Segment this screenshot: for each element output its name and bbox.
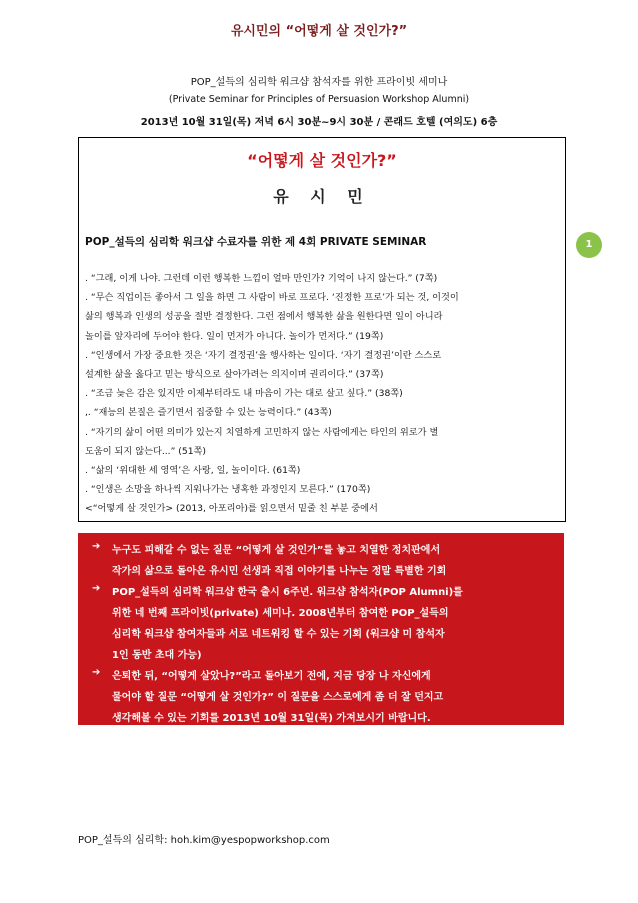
quote-line: . “삶의 ‘위대한 세 영역’은 사랑, 일, 놀이이다. (61쪽): [85, 465, 301, 477]
seminar-heading: POP_설득의 심리학 워크샵 수료자를 위한 제 4회 PRIVATE SEMINAR: [85, 236, 427, 248]
footer-contact: POP_설득의 심리학: hoh.kim@yespopworkshop.com: [78, 835, 330, 846]
page-number-badge: 1: [576, 232, 602, 258]
highlight-box: [78, 533, 564, 725]
highlight-line: POP_설득의 심리학 워크샵 한국 출시 6주년. 워크샵 참석자(POP Alumni)를: [112, 587, 463, 598]
subtitle-korean: POP_설득의 심리학 워크샵 참석자를 위한 프라이빗 세미나: [190, 77, 448, 88]
quote-line: ,. “재능의 본질은 즐기면서 집중할 수 있는 능력이다.” (43쪽): [85, 407, 332, 419]
arrow-right-icon: ➔: [92, 667, 101, 678]
quote-line: . “그래, 이게 나야. 그런데 이런 행복한 느낌이 얼마 만인가? 기억이 나지 않는다.” (7쪽): [85, 273, 438, 284]
quote-line: 놀이를 앞자리에 두어야 한다. 일이 먼저가 아니다. 놀이가 먼저다.” (19쪽): [85, 330, 384, 342]
arrow-right-icon: ➔: [92, 583, 101, 594]
quote-line: . “자기의 삶이 어떤 의미가 있는지 치열하게 고민하지 않는 사람에게는 타인의 위로가 별: [85, 426, 439, 438]
quote-line: . “인생은 소망을 하나씩 지워나가는 냉혹한 과정인지 모른다.” (170쪽): [85, 484, 371, 496]
quote-line: . “무슨 직업이든 좋아서 그 일을 하면 그 사람이 바로 프로다. ‘진정한 프로’가 되는 것, 이것이: [85, 292, 459, 304]
event-date-line: 2013년 10월 31일(목) 저녁 6시 30분~9시 30분 / 콘래드 호텔 (여의도) 6층: [140, 117, 498, 128]
quote-line: . “조금 늦은 감은 있지만 이제부터라도 내 마음이 가는 대로 살고 싶다.” (38쪽): [85, 388, 403, 400]
quote-line: 도움이 되지 않는다...” (51쪽): [85, 445, 207, 457]
subtitle-english: (Private Seminar for Principles of Persuasion Workshop Alumni): [168, 94, 470, 105]
highlight-line: 은퇴한 뒤, “어떻게 살았나?”라고 돌아보기 전에, 지금 당장 나 자신에게: [112, 671, 431, 682]
quote-box: [78, 137, 566, 522]
quote-line: . “인생에서 가장 중요한 것은 ‘자기 결정권’을 행사하는 일이다. ‘자기 결정권’이란 스스로: [85, 349, 442, 361]
highlight-line: 1인 동반 초대 가능): [112, 650, 202, 661]
quote-line: 설계한 삶을 옳다고 믿는 방식으로 살아가려는 의지이며 권리이다.” (37쪽): [85, 369, 384, 381]
highlight-line: 위한 네 번째 프라이빗(private) 세미나. 2008년부터 참여한 POP_설득의: [112, 608, 449, 619]
quote-line: 삶의 행복과 인생의 성공을 절반 결정한다. 그런 점에서 행복한 삶을 원한다면 일이 아니라: [85, 311, 443, 323]
author-name: 유 시 민: [273, 187, 371, 206]
highlight-line: 작가의 삶으로 돌아온 유시민 선생과 직접 이야기를 나누는 정말 특별한 기회: [112, 566, 447, 577]
document-title: 유시민의 “어떻게 살 것인가?”: [230, 24, 408, 39]
quote-list: [85, 269, 561, 519]
arrow-right-icon: ➔: [92, 541, 101, 552]
book-title: “어떻게 살 것인가?”: [247, 151, 397, 170]
highlight-line: 심리학 워크샵 참여자들과 서로 네트워킹 할 수 있는 기회 (워크샵 미 참석자: [112, 629, 445, 640]
quote-line: <“어떻게 살 것인가> (2013, 아포리아)를 읽으면서 밑줄 친 부분 중에서: [85, 503, 378, 515]
highlight-line: 물어야 할 질문 “어떻게 살 것인가?” 이 질문을 스스로에게 좀 더 잘 던지고: [112, 692, 444, 703]
highlight-line: 생각해볼 수 있는 기회를 2013년 10월 31일(목) 가져보시기 바랍니다.: [112, 713, 431, 724]
highlight-line: 누구도 피해갈 수 없는 질문 “어떻게 살 것인가”를 놓고 치열한 정치판에서: [112, 545, 441, 556]
